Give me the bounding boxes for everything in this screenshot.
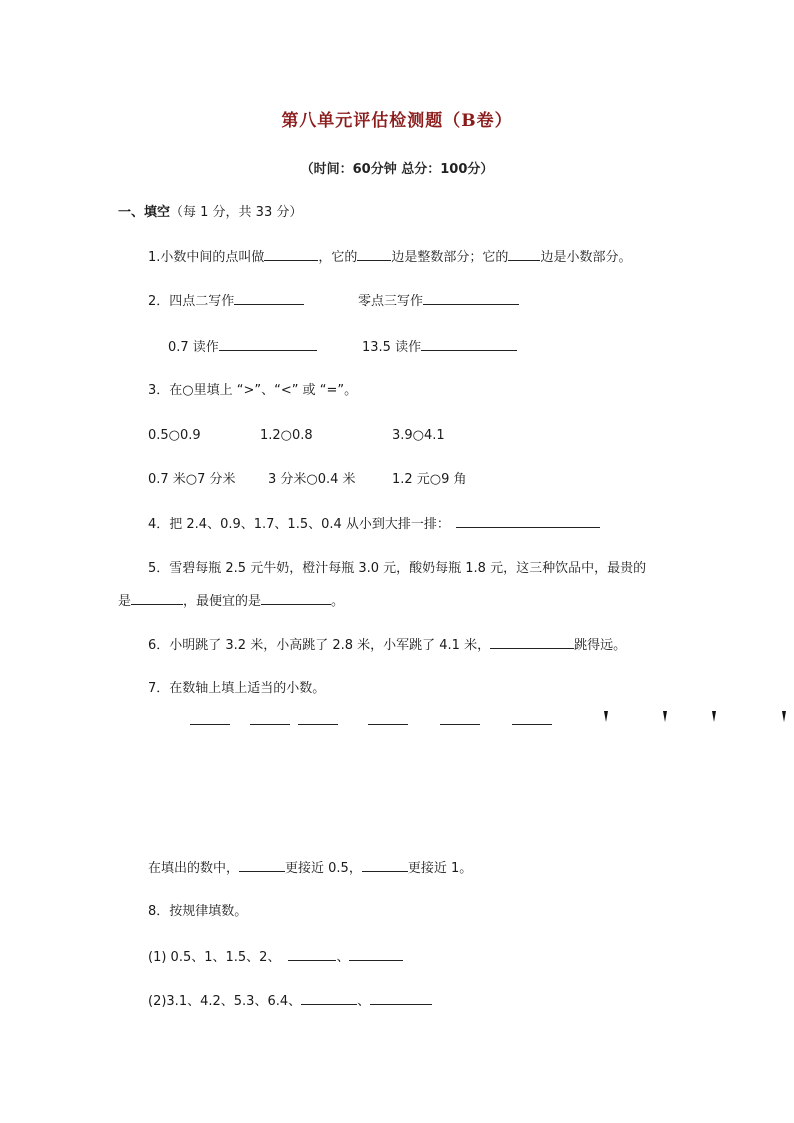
q2-blank-2[interactable]	[423, 292, 519, 305]
q1-text-d: 边是小数部分。	[540, 250, 632, 265]
q6-text-b: 跳得远。	[574, 638, 627, 653]
q8-s2-blank-2[interactable]	[370, 992, 432, 1005]
q8-separator: 、	[336, 950, 350, 965]
q8-sequence-1	[148, 948, 403, 967]
q1-text-c: 边是整数部分；它的	[391, 250, 509, 265]
question-3: 3．在○里填上 “>”、“<” 或 “=”。	[148, 383, 358, 398]
number-line-tick	[604, 711, 608, 722]
section-heading	[118, 204, 302, 222]
number-line-blank[interactable]	[298, 723, 338, 725]
number-line-tick	[712, 711, 716, 722]
q1-text-a: 1.小数中间的点叫做	[148, 250, 265, 265]
q8-separator: 、	[357, 994, 371, 1009]
question-6	[148, 636, 626, 655]
q7-text-b: 更接近 0.5，	[285, 861, 362, 876]
section-points: （每 1 分，共 33 分）	[170, 205, 303, 220]
question-7-followup	[148, 859, 472, 878]
q8-s2-blank-1[interactable]	[301, 992, 357, 1005]
question-5-line-2	[118, 592, 344, 611]
number-line-tick	[782, 711, 786, 722]
q5-text-a: 是	[118, 594, 132, 609]
question-4	[148, 515, 600, 534]
q7-text-c: 更接近 1。	[407, 861, 473, 876]
q8-sequence-2	[148, 992, 432, 1011]
question-2-line-1b	[358, 292, 519, 311]
q3-item[interactable]: 1.2 元○9 角	[392, 472, 467, 487]
question-2-line-2	[168, 338, 317, 357]
section-title: 一、填空	[118, 205, 171, 220]
q2-text-d: 13.5 读作	[362, 340, 422, 355]
q2-blank-4[interactable]	[421, 338, 517, 351]
question-5-line-1: 5．雪碧每瓶 2.5 元牛奶，橙汁每瓶 3.0 元，酸奶每瓶 1.8 元，这三种饮品中，最贵的	[148, 561, 647, 576]
q3-item[interactable]: 0.5○0.9	[148, 428, 201, 443]
q5-blank-1[interactable]	[131, 592, 183, 605]
q6-text-a: 6．小明跳了 3.2 米，小高跳了 2.8 米，小军跳了 4.1 米，	[148, 638, 491, 653]
q2-text-b: 零点三写作	[358, 294, 424, 309]
q2-blank-3[interactable]	[219, 338, 317, 351]
q4-blank[interactable]	[456, 515, 600, 528]
page-title: 第八单元评估检测题（B卷）	[281, 111, 513, 131]
q3-item[interactable]: 3 分米○0.4 米	[268, 472, 356, 487]
q2-text-c: 0.7 读作	[168, 340, 219, 355]
number-line-blank[interactable]	[440, 723, 480, 725]
number-line-blank[interactable]	[368, 723, 408, 725]
question-8: 8．按规律填数。	[148, 904, 248, 919]
q1-blank-1[interactable]	[264, 248, 318, 261]
q7-blank-1[interactable]	[239, 859, 285, 872]
q7-blank-2[interactable]	[362, 859, 408, 872]
q3-item[interactable]: 1.2○0.8	[260, 428, 313, 443]
q3-item[interactable]: 0.7 米○7 分米	[148, 472, 236, 487]
question-2-line-2b	[362, 338, 517, 357]
q5-text-b: ，最便宜的是	[183, 594, 262, 609]
number-line-blank[interactable]	[190, 723, 230, 725]
q8-s1-blank-2[interactable]	[349, 948, 403, 961]
number-line-tick	[663, 711, 667, 722]
q5-text-c: 。	[331, 594, 345, 609]
number-line-blank[interactable]	[250, 723, 290, 725]
q4-text: 4．把 2.4、0.9、1.7、1.5、0.4 从小到大排一排：	[148, 517, 450, 532]
q7-text-a: 在填出的数中，	[148, 861, 240, 876]
q8-s1-text: (1) 0.5、1、1.5、2、	[148, 950, 281, 965]
q1-blank-2[interactable]	[357, 248, 391, 261]
question-1	[148, 248, 631, 267]
question-7: 7．在数轴上填上适当的小数。	[148, 681, 326, 696]
q6-blank[interactable]	[490, 636, 574, 649]
q5-blank-2[interactable]	[261, 592, 331, 605]
q8-s2-text: (2)3.1、4.2、5.3、6.4、	[148, 994, 302, 1009]
question-2-line-1	[148, 292, 304, 311]
q2-text-a: 2．四点二写作	[148, 294, 235, 309]
q2-blank-1[interactable]	[234, 292, 304, 305]
q1-blank-3[interactable]	[508, 248, 540, 261]
number-line-blank[interactable]	[512, 723, 552, 725]
q1-text-b: ，它的	[318, 250, 358, 265]
q3-item[interactable]: 3.9○4.1	[392, 428, 445, 443]
page-subtitle: （时间：60分钟 总分：100分）	[300, 162, 494, 177]
q8-s1-blank-1[interactable]	[288, 948, 336, 961]
